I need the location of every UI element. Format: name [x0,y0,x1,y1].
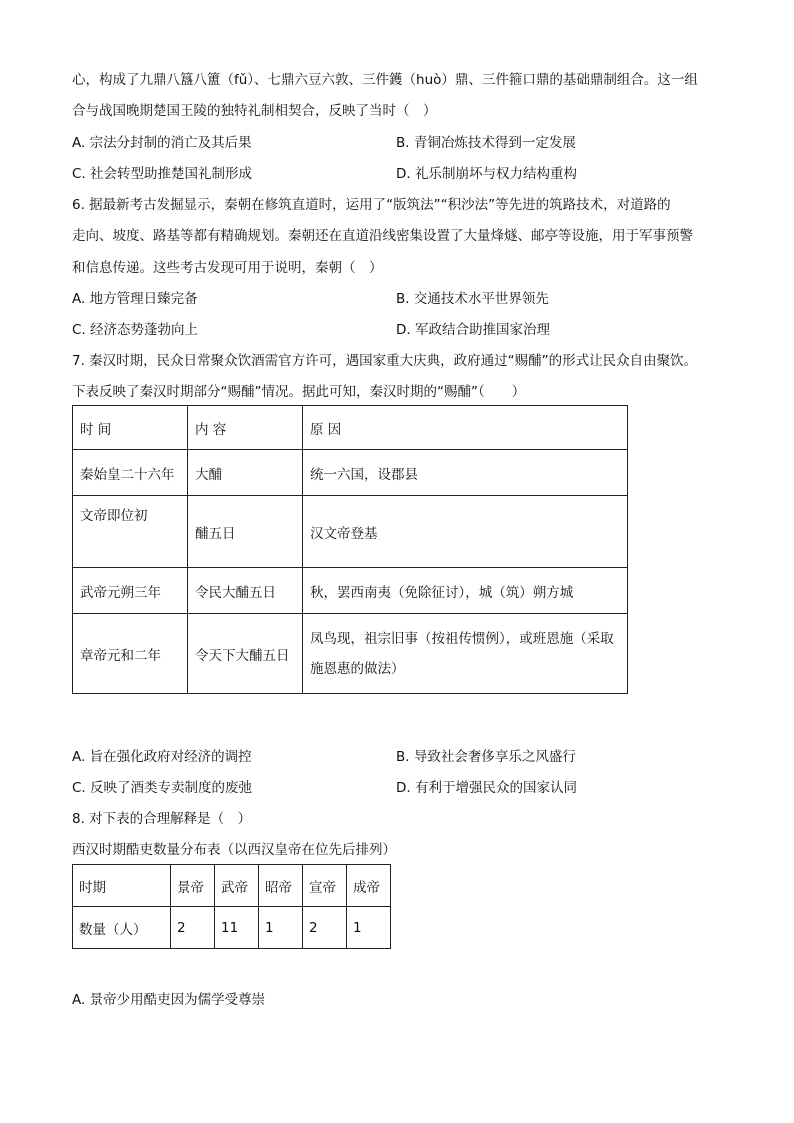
q6-option-a: A. 地方管理日臻完备 [72,291,198,307]
q7-stem-line-1: 7. 秦汉时期，民众日常聚众饮酒需官方许可，遇国家重大庆典，政府通过“赐酺”的形式让民众自由聚饮。 [72,353,698,369]
table-cell: 令民大酺五日 [188,568,303,614]
table-cell: 秦始皇二十六年 [73,450,188,496]
table-cell: 2 [303,907,347,949]
table-header-cell: 景帝 [171,865,215,907]
table-cell: 统一六国，设郡县 [303,450,628,496]
table-row [73,614,628,694]
q8-table [72,864,391,949]
table-cell: 章帝元和二年 [73,614,188,694]
table-cell: 凤鸟现，祖宗旧事（按祖传惯例），或班恩施（采取施恩惠的做法） [303,614,628,694]
q5-option-b: B. 青铜冶炼技术得到一定发展 [396,135,576,151]
q8-stem-line-1: 8. 对下表的合理解释是（ ） [72,811,252,827]
q7-option-d: D. 有利于增强民众的国家认同 [396,780,577,796]
table-cell: 文帝即位初 [73,496,188,568]
table-cell: 11 [215,907,259,949]
table-cell: 大酺 [188,450,303,496]
table-cell: 1 [347,907,391,949]
table-header-cell: 原 因 [303,406,628,450]
table-row [73,496,628,568]
q5-option-a: A. 宗法分封制的消亡及其后果 [72,135,252,151]
q6-stem-line-2: 走向、坡度、路基等都有精确规划。秦朝还在直道沿线密集设置了大量烽燧、邮亭等设施，用于军事预警 [72,228,693,244]
q5-stem-line-1: 心，构成了九鼎八簋八簠（fǔ）、七鼎六豆六敦、三件鑊（huò）鼎、三件箍口鼎的基础鼎制组合。这一组 [72,72,698,88]
q7-table [72,405,628,694]
q6-option-b: B. 交通技术水平世界领先 [396,291,549,307]
table-header-row [73,865,391,907]
q7-option-a: A. 旨在强化政府对经济的调控 [72,749,252,765]
q7-stem-line-2: 下表反映了秦汉时期部分“赐酺”情况。据此可知，秦汉时期的“赐酺”（ ） [72,384,526,400]
table-header-cell: 时 间 [73,406,188,450]
table-header-cell: 昭帝 [259,865,303,907]
table-cell: 酺五日 [188,496,303,568]
table-cell: 2 [171,907,215,949]
table-header-cell: 宣帝 [303,865,347,907]
q6-stem-line-3: 和信息传递。这些考古发现可用于说明，秦朝（ ） [72,260,383,276]
q6-stem-line-1: 6. 据最新考古发掘显示，秦朝在修筑直道时，运用了“版筑法”“积沙法”等先进的筑路技术，对道路的 [72,197,671,213]
q5-option-c: C. 社会转型助推楚国礼制形成 [72,166,253,182]
table-cell: 令天下大酺五日 [188,614,303,694]
table-header-cell: 武帝 [215,865,259,907]
q8-table-caption: 西汉时期酷吏数量分布表（以西汉皇帝在位先后排列） [72,842,396,858]
table-cell: 武帝元朔三年 [73,568,188,614]
table-cell: 秋，罢西南夷（免除征讨），城（筑）朔方城 [303,568,628,614]
table-row [73,907,391,949]
table-header-cell: 内 容 [188,406,303,450]
table-cell: 汉文帝登基 [303,496,628,568]
table-cell: 1 [259,907,303,949]
q7-option-b: B. 导致社会奢侈享乐之风盛行 [396,749,576,765]
table-row [73,450,628,496]
table-header-cell: 成帝 [347,865,391,907]
q5-option-d: D. 礼乐制崩坏与权力结构重构 [396,166,577,182]
table-cell: 数量（人） [73,907,171,949]
table-header-cell: 时期 [73,865,171,907]
q7-option-c: C. 反映了酒类专卖制度的废弛 [72,780,253,796]
q6-option-c: C. 经济态势蓬勃向上 [72,322,199,338]
table-header-row [73,406,628,450]
table-row [73,568,628,614]
q6-option-d: D. 军政结合助推国家治理 [396,322,550,338]
q5-stem-line-2: 合与战国晚期楚国王陵的独特礼制相契合，反映了当时（ ） [72,103,437,119]
q8-option-a: A. 景帝少用酷吏因为儒学受尊崇 [72,992,266,1008]
